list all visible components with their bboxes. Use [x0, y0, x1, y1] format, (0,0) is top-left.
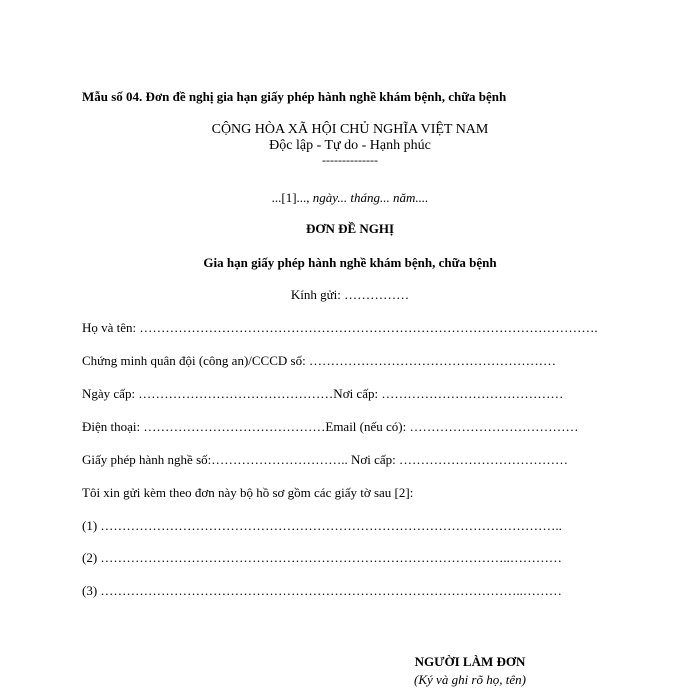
field-id-card: Chứng minh quân đội (công an)/CCCD số: …………………………………………………	[82, 353, 556, 368]
attachment-item: (1) ……………………………………………………………………………………………..	[82, 518, 562, 533]
signature-label: NGƯỜI LÀM ĐƠN	[414, 654, 526, 669]
header-divider: --------------	[322, 153, 378, 167]
document-title: ĐƠN ĐỀ NGHỊ	[305, 221, 395, 236]
attachment-item: (2) …………………………………………………………………………………..…………	[82, 550, 562, 565]
recipient-line: Kính gửi: ……………	[290, 287, 410, 302]
country-name: CỘNG HÒA XÃ HỘI CHỦ NGHĨA VIỆT NAM	[211, 122, 489, 137]
field-full-name: Họ và tên: …………………………………………………………………………………………….	[82, 320, 598, 335]
date-place-placeholder: ...[1]...,	[271, 190, 313, 205]
field-issue-date: Ngày cấp: ………………………………………Nơi cấp: ……………………………………	[82, 386, 564, 401]
attachments-intro: Tôi xin gửi kèm theo đơn này bộ hồ sơ gồm các giấy tờ sau [2]:	[82, 485, 414, 500]
form-number-title: Mẫu số 04. Đơn đề nghị gia hạn giấy phép hành nghề khám bệnh, chữa bệnh	[82, 89, 507, 104]
document-subtitle: Gia hạn giấy phép hành nghề khám bệnh, chữa bệnh	[203, 255, 497, 270]
field-license: Giấy phép hành nghề số:………………………….. Nơi cấp: …………………………………	[82, 452, 569, 467]
attachment-item: (3) ……………………………………………………………………………………..………	[82, 583, 562, 598]
date-placeholder: ngày... tháng... năm....	[312, 190, 429, 205]
signature-block	[400, 654, 540, 688]
date-line	[0, 190, 700, 206]
signature-note: (Ký và ghi rõ họ, tên)	[414, 672, 526, 687]
field-phone-email: Điện thoại: ……………………………………Email (nếu có): …………………………………	[82, 419, 579, 434]
national-motto: Độc lập - Tự do - Hạnh phúc	[269, 138, 431, 153]
